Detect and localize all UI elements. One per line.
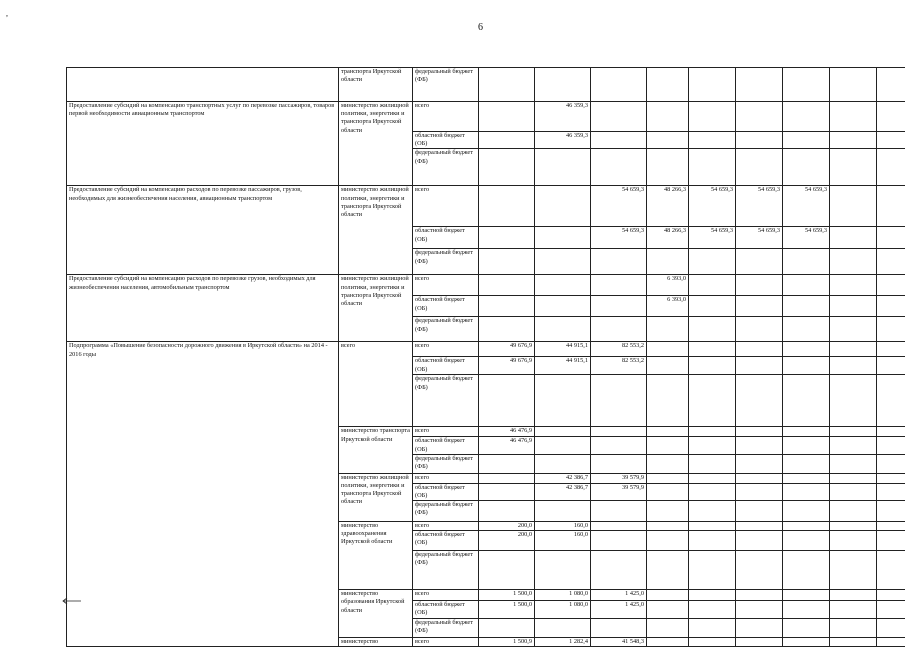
value-cell [689, 618, 736, 637]
value-cell [830, 102, 877, 132]
value-cell [783, 531, 830, 551]
responsible-cell: министерство образования Иркутской области [339, 590, 413, 637]
value-cell [591, 501, 647, 522]
value-cell [535, 501, 591, 522]
value-cell [736, 342, 783, 357]
value-cell: 54 659,3 [783, 186, 830, 227]
value-cell [877, 618, 905, 637]
value-cell [736, 454, 783, 473]
source-cell: областной бюджет (ОБ) [413, 437, 479, 454]
value-cell [877, 637, 905, 646]
value-cell [689, 531, 736, 551]
source-cell: всего [413, 473, 479, 483]
value-cell [535, 186, 591, 227]
value-cell [877, 186, 905, 227]
value-cell: 200,0 [479, 522, 535, 531]
value-cell [736, 275, 783, 296]
value-cell [830, 342, 877, 357]
value-cell [830, 618, 877, 637]
value-cell [647, 132, 689, 149]
value-cell: 49 676,9 [479, 342, 535, 357]
value-cell: 54 659,3 [591, 186, 647, 227]
value-cell [736, 375, 783, 427]
value-cell [830, 551, 877, 590]
value-cell [830, 296, 877, 317]
value-cell [689, 590, 736, 601]
value-cell [647, 473, 689, 483]
value-cell [783, 590, 830, 601]
value-cell [647, 601, 689, 618]
value-cell [783, 317, 830, 342]
value-cell [783, 501, 830, 522]
page-number: 6 [478, 22, 483, 33]
source-cell: всего [413, 427, 479, 437]
value-cell: 82 553,2 [591, 342, 647, 357]
value-cell [877, 427, 905, 437]
value-cell [479, 483, 535, 500]
value-cell [689, 601, 736, 618]
value-cell [830, 601, 877, 618]
value-cell [736, 437, 783, 454]
value-cell [479, 102, 535, 132]
value-cell [736, 317, 783, 342]
value-cell [877, 249, 905, 275]
value-cell: 200,0 [479, 531, 535, 551]
value-cell [830, 531, 877, 551]
value-cell [830, 590, 877, 601]
value-cell: 46 359,3 [535, 102, 591, 132]
value-cell [736, 483, 783, 500]
value-cell [783, 149, 830, 186]
table-body [67, 68, 905, 647]
source-cell: федеральный бюджет (ФБ) [413, 149, 479, 186]
value-cell [689, 342, 736, 357]
value-cell [689, 437, 736, 454]
value-cell: 54 659,3 [736, 186, 783, 227]
value-cell [689, 483, 736, 500]
source-cell: областной бюджет (ОБ) [413, 132, 479, 149]
value-cell: 160,0 [535, 531, 591, 551]
value-cell [877, 149, 905, 186]
responsible-cell: министерство [339, 637, 413, 646]
value-cell [591, 375, 647, 427]
value-cell [877, 68, 905, 102]
value-cell [877, 601, 905, 618]
value-cell [830, 317, 877, 342]
value-cell: 1 425,0 [591, 590, 647, 601]
value-cell [736, 68, 783, 102]
value-cell [830, 132, 877, 149]
table-row [67, 102, 905, 132]
value-cell: 42 386,7 [535, 483, 591, 500]
value-cell [479, 375, 535, 427]
source-cell: всего [413, 102, 479, 132]
value-cell: 1 500,0 [479, 601, 535, 618]
source-cell: федеральный бюджет (ФБ) [413, 375, 479, 427]
value-cell [647, 437, 689, 454]
value-cell [689, 427, 736, 437]
value-cell [647, 249, 689, 275]
value-cell [783, 601, 830, 618]
source-cell: федеральный бюджет (ФБ) [413, 618, 479, 637]
table-row [67, 342, 905, 357]
value-cell [647, 427, 689, 437]
value-cell: 6 393,0 [647, 275, 689, 296]
value-cell [647, 501, 689, 522]
value-cell [830, 357, 877, 375]
value-cell: 1 080,0 [535, 601, 591, 618]
value-cell [877, 551, 905, 590]
value-cell [877, 357, 905, 375]
value-cell [479, 132, 535, 149]
value-cell [535, 317, 591, 342]
value-cell [736, 618, 783, 637]
value-cell [591, 149, 647, 186]
value-cell [535, 437, 591, 454]
value-cell [647, 342, 689, 357]
value-cell [689, 375, 736, 427]
value-cell: 54 659,3 [736, 227, 783, 249]
value-cell: 54 659,3 [689, 186, 736, 227]
value-cell [783, 357, 830, 375]
value-cell [830, 522, 877, 531]
arrow-left-icon [62, 597, 82, 605]
value-cell [736, 601, 783, 618]
value-cell [647, 531, 689, 551]
value-cell: 6 393,0 [647, 296, 689, 317]
value-cell [479, 275, 535, 296]
value-cell [783, 249, 830, 275]
value-cell [647, 551, 689, 590]
value-cell [830, 473, 877, 483]
program-cell: Предоставление субсидий на компенсацию расходов по перевозке пассажиров, грузов, необходимых для жизнеобеспечения населения, авиационным транспортом [67, 186, 339, 275]
value-cell [689, 249, 736, 275]
source-cell: областной бюджет (ОБ) [413, 531, 479, 551]
value-cell [591, 317, 647, 342]
value-cell [591, 618, 647, 637]
value-cell [647, 357, 689, 375]
value-cell [591, 437, 647, 454]
value-cell [736, 357, 783, 375]
budget-table [66, 67, 905, 647]
value-cell [783, 427, 830, 437]
value-cell [591, 68, 647, 102]
value-cell: 41 548,3 [591, 637, 647, 646]
value-cell [689, 317, 736, 342]
value-cell [479, 296, 535, 317]
value-cell [479, 473, 535, 483]
value-cell [736, 473, 783, 483]
value-cell [591, 531, 647, 551]
value-cell [830, 637, 877, 646]
value-cell [783, 296, 830, 317]
value-cell [830, 427, 877, 437]
value-cell [877, 375, 905, 427]
value-cell [689, 454, 736, 473]
value-cell [877, 454, 905, 473]
value-cell: 49 676,9 [479, 357, 535, 375]
value-cell [535, 375, 591, 427]
value-cell: 48 266,3 [647, 186, 689, 227]
value-cell [479, 68, 535, 102]
source-cell: федеральный бюджет (ФБ) [413, 68, 479, 102]
value-cell: 48 266,3 [647, 227, 689, 249]
value-cell: 46 476,9 [479, 437, 535, 454]
value-cell [830, 375, 877, 427]
value-cell [535, 296, 591, 317]
value-cell [830, 227, 877, 249]
value-cell [783, 637, 830, 646]
value-cell [647, 522, 689, 531]
table-row [67, 186, 905, 227]
value-cell [647, 618, 689, 637]
value-cell: 54 659,3 [591, 227, 647, 249]
value-cell [689, 551, 736, 590]
value-cell [591, 522, 647, 531]
value-cell [591, 132, 647, 149]
value-cell: 54 659,3 [689, 227, 736, 249]
value-cell [647, 590, 689, 601]
value-cell [783, 342, 830, 357]
value-cell: 1 500,9 [479, 637, 535, 646]
value-cell [736, 149, 783, 186]
value-cell [689, 501, 736, 522]
table-row [67, 68, 905, 102]
value-cell [535, 249, 591, 275]
value-cell [736, 522, 783, 531]
value-cell [689, 522, 736, 531]
value-cell [783, 132, 830, 149]
value-cell [479, 454, 535, 473]
value-cell [535, 275, 591, 296]
value-cell [783, 618, 830, 637]
value-cell [479, 551, 535, 590]
value-cell [736, 427, 783, 437]
value-cell [591, 275, 647, 296]
source-cell: областной бюджет (ОБ) [413, 483, 479, 500]
value-cell [877, 483, 905, 500]
source-cell: всего [413, 637, 479, 646]
value-cell [877, 132, 905, 149]
source-cell: федеральный бюджет (ФБ) [413, 317, 479, 342]
value-cell [830, 186, 877, 227]
value-cell: 46 476,9 [479, 427, 535, 437]
value-cell [877, 437, 905, 454]
value-cell: 160,0 [535, 522, 591, 531]
source-cell: федеральный бюджет (ФБ) [413, 551, 479, 590]
value-cell [736, 296, 783, 317]
value-cell [830, 454, 877, 473]
value-cell [689, 68, 736, 102]
source-cell: всего [413, 342, 479, 357]
value-cell [689, 132, 736, 149]
value-cell [535, 618, 591, 637]
value-cell [736, 590, 783, 601]
value-cell [877, 275, 905, 296]
value-cell: 1 282,4 [535, 637, 591, 646]
value-cell: 42 386,7 [535, 473, 591, 483]
value-cell [647, 637, 689, 646]
value-cell [689, 637, 736, 646]
program-cell: Предоставление субсидий на компенсацию транспортных услуг по перевозке пассажиров, товаров первой необходимости авиационным транспортом [67, 102, 339, 186]
value-cell [689, 102, 736, 132]
value-cell [736, 132, 783, 149]
value-cell [783, 473, 830, 483]
value-cell [535, 427, 591, 437]
value-cell [877, 342, 905, 357]
source-cell: федеральный бюджет (ФБ) [413, 501, 479, 522]
value-cell [736, 531, 783, 551]
value-cell [479, 618, 535, 637]
value-cell [647, 68, 689, 102]
value-cell [783, 275, 830, 296]
value-cell [535, 551, 591, 590]
value-cell: 1 500,0 [479, 590, 535, 601]
value-cell [479, 186, 535, 227]
value-cell [479, 149, 535, 186]
value-cell [877, 296, 905, 317]
value-cell [647, 454, 689, 473]
source-cell: областной бюджет (ОБ) [413, 296, 479, 317]
responsible-cell: министерство жилищной политики, энергетики и транспорта Иркутской области [339, 275, 413, 342]
source-cell: федеральный бюджет (ФБ) [413, 454, 479, 473]
value-cell: 1 080,0 [535, 590, 591, 601]
corner-mark: , [6, 9, 8, 18]
value-cell [647, 483, 689, 500]
value-cell [877, 227, 905, 249]
value-cell [535, 227, 591, 249]
source-cell: всего [413, 590, 479, 601]
value-cell [591, 454, 647, 473]
source-cell: областной бюджет (ОБ) [413, 357, 479, 375]
value-cell [591, 249, 647, 275]
value-cell [736, 102, 783, 132]
value-cell [783, 102, 830, 132]
value-cell [783, 68, 830, 102]
value-cell [736, 501, 783, 522]
value-cell [647, 102, 689, 132]
value-cell [647, 375, 689, 427]
value-cell [689, 275, 736, 296]
value-cell [535, 68, 591, 102]
value-cell [736, 637, 783, 646]
value-cell [877, 102, 905, 132]
value-cell: 54 659,3 [783, 227, 830, 249]
responsible-cell: министерство здравоохранения Иркутской области [339, 522, 413, 590]
value-cell [877, 473, 905, 483]
value-cell: 46 359,3 [535, 132, 591, 149]
value-cell [783, 483, 830, 500]
value-cell [877, 317, 905, 342]
value-cell [736, 551, 783, 590]
value-cell [783, 437, 830, 454]
value-cell: 39 579,9 [591, 473, 647, 483]
value-cell [479, 317, 535, 342]
program-cell: Предоставление субсидий на компенсацию расходов по перевозке грузов, необходимых для жизнеобеспечения населения, автомобильным транспортом [67, 275, 339, 342]
value-cell: 39 579,9 [591, 483, 647, 500]
value-cell: 44 915,1 [535, 342, 591, 357]
value-cell [877, 522, 905, 531]
program-cell [67, 68, 339, 102]
source-cell: всего [413, 275, 479, 296]
value-cell [830, 501, 877, 522]
value-cell [689, 357, 736, 375]
value-cell [689, 473, 736, 483]
value-cell [783, 522, 830, 531]
value-cell [783, 454, 830, 473]
value-cell [689, 149, 736, 186]
value-cell [830, 275, 877, 296]
value-cell: 82 553,2 [591, 357, 647, 375]
value-cell [830, 68, 877, 102]
value-cell [591, 296, 647, 317]
value-cell [830, 483, 877, 500]
value-cell: 44 915,1 [535, 357, 591, 375]
responsible-cell: министерство жилищной политики, энергетики и транспорта Иркутской области [339, 102, 413, 186]
table-row [67, 275, 905, 296]
value-cell [689, 296, 736, 317]
program-cell: Подпрограмма «Повышение безопасности дорожного движения в Иркутской области» на 2014 - 2016 годы [67, 342, 339, 646]
value-cell [830, 149, 877, 186]
source-cell: всего [413, 522, 479, 531]
source-cell: всего [413, 186, 479, 227]
value-cell [877, 531, 905, 551]
value-cell [830, 249, 877, 275]
value-cell [877, 590, 905, 601]
responsible-cell: всего [339, 342, 413, 427]
value-cell [783, 551, 830, 590]
source-cell: областной бюджет (ОБ) [413, 227, 479, 249]
responsible-cell: транспорта Иркутской области [339, 68, 413, 102]
responsible-cell: министерство жилищной политики, энергетики и транспорта Иркутской области [339, 473, 413, 521]
value-cell [736, 249, 783, 275]
value-cell [591, 102, 647, 132]
value-cell [783, 375, 830, 427]
value-cell [647, 149, 689, 186]
source-cell: областной бюджет (ОБ) [413, 601, 479, 618]
value-cell [479, 249, 535, 275]
value-cell [591, 427, 647, 437]
responsible-cell: министерство транспорта Иркутской области [339, 427, 413, 473]
value-cell: 1 425,0 [591, 601, 647, 618]
value-cell [647, 317, 689, 342]
value-cell [535, 149, 591, 186]
value-cell [479, 227, 535, 249]
value-cell [830, 437, 877, 454]
value-cell [591, 551, 647, 590]
source-cell: федеральный бюджет (ФБ) [413, 249, 479, 275]
value-cell [535, 454, 591, 473]
value-cell [877, 501, 905, 522]
value-cell [479, 501, 535, 522]
responsible-cell: министерство жилищной политики, энергетики и транспорта Иркутской области [339, 186, 413, 275]
